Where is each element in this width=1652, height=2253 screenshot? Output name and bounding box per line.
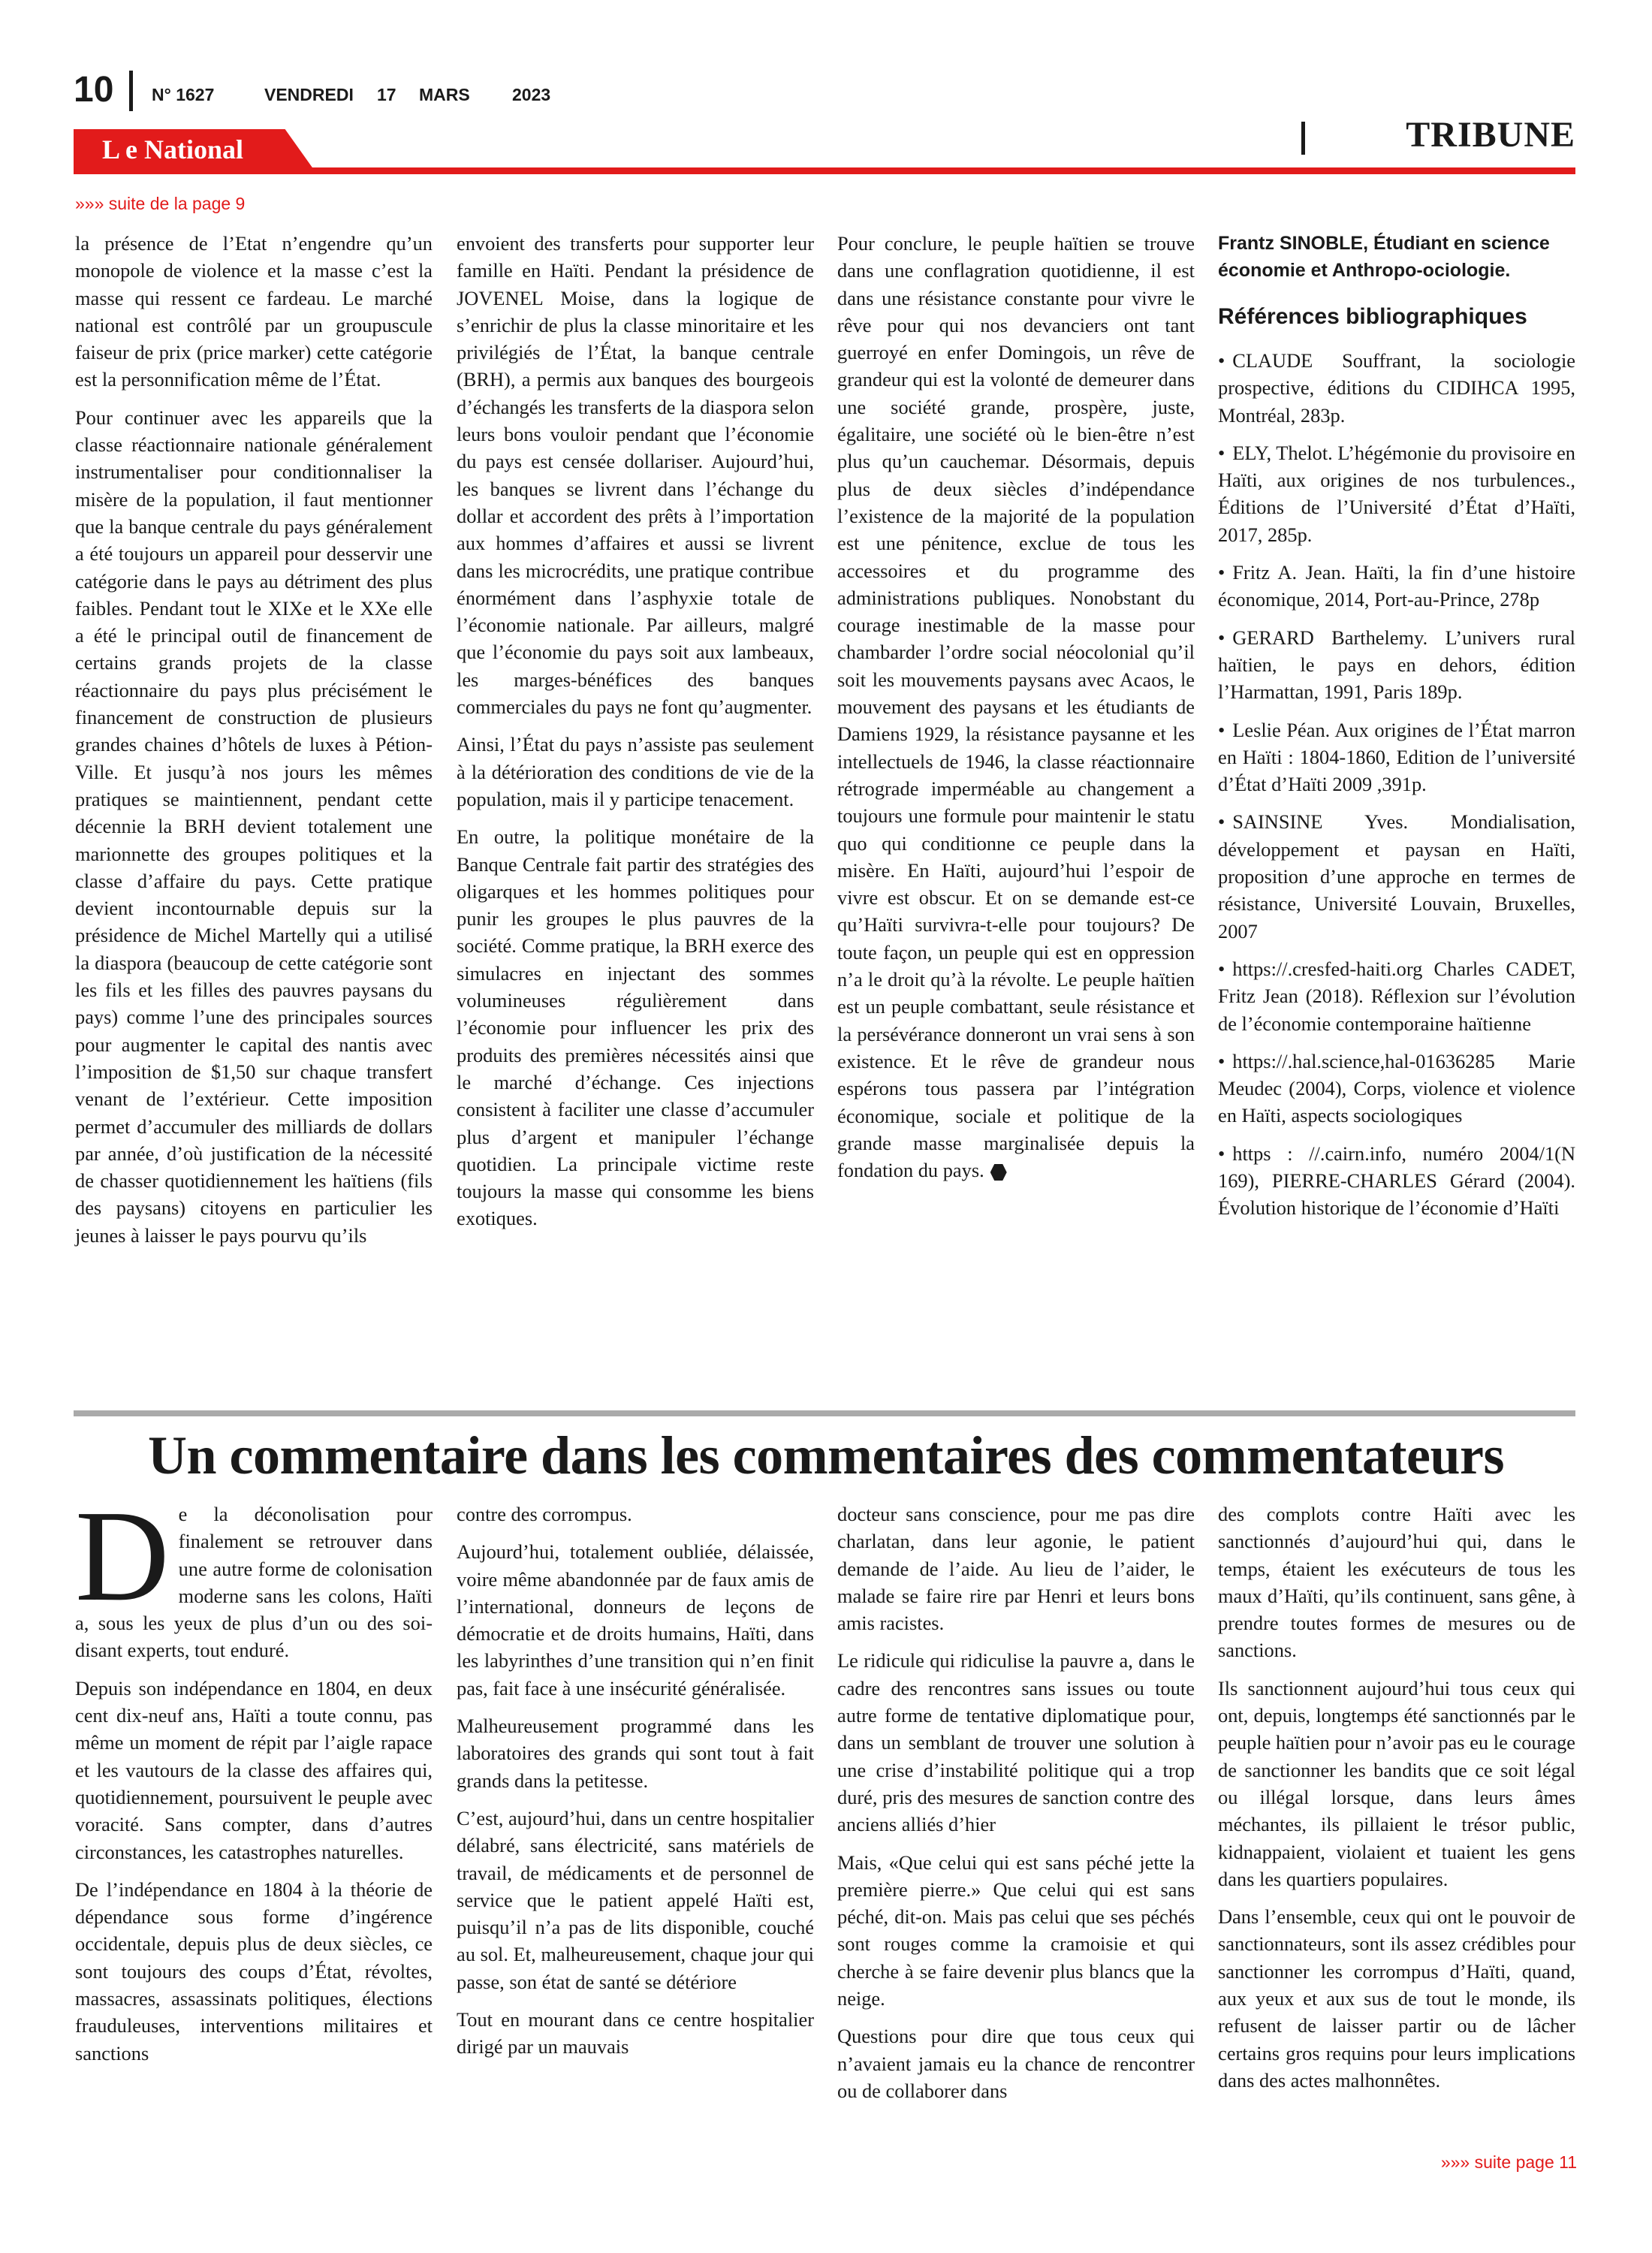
references-title: Références bibliographiques xyxy=(1218,304,1527,329)
paragraph: Aujourd’hui, totalement oubliée, délaissée, voire même abandonnée par de faux amis de l’international, donneurs de leçons de démocratie et de droits humains, Haïti, dans les labyrinthes d’une transition qui n’en finit pas, fait face à une insécurité généralisée. xyxy=(457,1540,814,1700)
paragraph: la présence de l’Etat n’engendre qu’un monopole de violence et la masse c’est la masse qui ressent ce fardeau. Le marché national est contrôlé par un groupuscule faiseur de prix (price marker) cette catégorie est la personnification même de l’État. xyxy=(75,232,433,391)
issue-date-day: 17 xyxy=(377,85,396,104)
reference-item xyxy=(1218,624,1575,706)
paragraph: Dans l’ensemble, ceux qui ont le pouvoir de sanctionnateurs, sont ils assez crédibles pour sanctionner les corrompus d’Haïti, quand, aux yeux et aux sus de tout le monde, ils refusent de laisser partir ou de lâcher certains gros requins pour leurs implications dans des actes malhonnêtes. xyxy=(1218,1905,1575,2092)
author-byline: Frantz SINOBLE, Étudiant en science économie et Anthropo-ociologie. xyxy=(1218,233,1550,281)
reference-text: ELY, Thelot. L’hégémonie du provisoire en Haïti, aux origines de nos turbulences., Éditions de l’Université d’État d’Haïti, 2017, 285p. xyxy=(1218,441,1575,546)
continued-to-link[interactable]: »»» suite page 11 xyxy=(1440,2152,1577,2172)
reference-text: GERARD Barthelemy. L’univers rural haïtien, le pays en dehors, édition l’Harmattan, 1991, Paris 189p. xyxy=(1218,626,1575,704)
paragraph: Pour continuer avec les appareils que la classe réactionnaire nationale généralement instrumentaliser pour conditionnaliser la misère de la population, il faut mentionner que la banque centrale du pays généralement a été toujours un appareil pour desservir une catégorie dans le pays au détriment des plus faibles. Pendant tout le XIXe et le XXe elle a été le principal outil de financement de certains grands projets de la classe réactionnaire du pays plus précisément le financement de construction de plusieurs grandes chaines d’hôtels de luxes à Pétion-Ville. Et jusqu’à nos jours les mêmes pratiques se maintiennent, pendant cette décennie la BRH devient totalement une marionnette des groupes politiques et la classe d’affaire du pays. Cette pratique devient incontournable depuis sur la présidence de Michel Martelly qui a utilisé la diaspora (beaucoup de cette catégorie sont les fils et les filles des pauvres paysans du pays) comme l’une des principales sources pour augmenter le capital des nantis avec l’imposition de $1,50 sur chaque transfert venant de l’extérieur. Cette imposition permet d’accumuler des milliards de dollars par année, d’où justification de la nécessité de chasser quotidiennement les haïtiens (fils des paysans) citoyens en particulier les jeunes à laisser le pays pourvu qu’ils xyxy=(75,406,433,1247)
paragraph: Ils sanctionnent aujourd’hui tous ceux qui ont, depuis, longtemps été sanctionnés par le peuple haïtien pour n’avoir pas eu le courage de sanctionner les bandits que ce soit légal ou illégal lorsque, dans leurs âmes méchantes, ils pillaient le trésor public, kidnappaient, violaient et tuaient les gens dans les quartiers populaires. xyxy=(1218,1676,1575,1890)
paragraph: En outre, la politique monétaire de la Banque Centrale fait partir des stratégies des oligarques et les hommes politiques pour punir les groupes le plus pauvres de la société. Comme pratique, la BRH exerce des simulacres en injectant des sommes volumineuses régulièrement dans l’économie pour influencer les prix des produits des premières nécessités ainsi que le marché d’échange. Ces injections consistent à faciliter une classe d’accumuler plus d’argent et manipuler l’échange quotidien. La principale victime reste toujours la masse qui consomme les biens exotiques. xyxy=(457,825,814,1230)
bullet-icon: • xyxy=(1218,1142,1225,1165)
bullet-icon: • xyxy=(1218,626,1225,649)
issue-number: N° 1627 xyxy=(152,85,215,104)
drop-cap: D xyxy=(75,1483,170,1628)
reference-text: SAINSINE Yves. Mondialisation, développement et paysan en Haïti, proposition d’une approche en termes de résistance, Université Louvain, Bruxelles, 2007 xyxy=(1218,810,1575,943)
article-headline: Un commentaire dans les commentaires des commentateurs xyxy=(147,1425,1504,1485)
reference-text: CLAUDE Souffrant, la sociologie prospective, éditions du CIDIHCA 1995, Montréal, 283p. xyxy=(1218,349,1575,427)
header-rule xyxy=(74,167,1575,174)
paragraph: envoient des transferts pour supporter leur famille en Haïti. Pendant la présidence de JOVENEL Moise, dans la logique de s’enrichir de plus la classe minoritaire et les privilégiés de l’État, la banque centrale (BRH), a permis aux banques des bourgeois d’échangés les transferts de la diaspora selon leurs bons vouloir pendant que l’économie du pays est censée dollariser. Aujourd’hui, les banques se livrent dans l’échange du dollar et accordent des prêts à l’importation aux hommes d’affaires et aussi se livrent dans les microcrédits, une pratique contribue énormément dans l’asphyxie totale de l’économie nationale. Par ailleurs, malgré que l’économie du pays soit aux lambeaux, les marges-bénéfices des banques commerciales du pays ne font qu’augmenter. xyxy=(457,232,814,719)
reference-item xyxy=(1218,559,1575,614)
paragraph: Ainsi, l’État du pays n’assiste pas seulement à la détérioration des conditions de vie de la population, mais il y participe tenacement. xyxy=(457,733,814,810)
reference-item xyxy=(1218,716,1575,798)
reference-text: https : //.cairn.info, numéro 2004/1(N 169), PIERRE-CHARLES Gérard (2004). Évolution historique de l’économie d’Haïti xyxy=(1218,1142,1575,1220)
continued-from-link[interactable]: »»» suite de la page 9 xyxy=(75,194,246,213)
end-of-article-icon xyxy=(990,1164,1007,1181)
article-separator xyxy=(74,1410,1575,1416)
bottom-article-column-2 xyxy=(457,1500,814,2071)
paragraph: Depuis son indépendance en 1804, en deux cent dix-neuf ans, Haïti a toute connu, pas même un moment de répit par l’aigle rapace et les vautours de la classe des affaires qui, quotidiennement, poursuivent le peuple avec voracité. Sans compter, dans d’autres circonstances, les catastrophes naturelles. xyxy=(75,1676,433,1863)
reference-text: https://.cresfed-haiti.org Charles CADET, Fritz Jean (2018). Réflexion sur l’évolution de l’économie contemporaine haïtienne xyxy=(1218,957,1575,1035)
paragraph xyxy=(837,230,1195,1184)
bullet-icon: • xyxy=(1218,561,1225,584)
reference-text: https://.hal.science,hal-01636285 Marie Meudec (2004), Corps, violence et violence en Haïti, aspects sociologiques xyxy=(1218,1049,1575,1127)
paragraph: Malheureusement programmé dans les laboratoires des grands qui sont tout à fait grands dans la petitesse. xyxy=(457,1715,814,1792)
paragraph: Tout en mourant dans ce centre hospitalier dirigé par un mauvais xyxy=(457,2008,814,2058)
top-article-column-1 xyxy=(75,230,433,1259)
top-article-column-4 xyxy=(1218,230,1575,1232)
reference-item xyxy=(1218,1140,1575,1222)
paragraph: C’est, aujourd’hui, dans un centre hospitalier délabré, sans électricité, sans matériels de travail, de médicaments et de personnel de service que le patient appelé Haïti est, puisqu’il n’a pas de lits disponible, couché au sol. Et, malheureusement, chaque jour qui passe, son état de santé se détériore xyxy=(457,1806,814,1993)
paragraph-text: Pour conclure, le peuple haïtien se trouve dans une conflagration quotidienne, il est dans une résistance constante pour vivre le rêve pour qui nos devanciers ont tant guerroyé en enfer Domingois, un rêve de grandeur qui est la volonté de demeurer dans une société grande, prospère, juste, égalitaire, une société où le bien-être n’est plus qu’un cauchemar. Désormais, depuis plus de deux siècles d’indépendance l’existence de la majorité de la population est une pénitence, exclue de tous les accessoires et du programme des administrations publiques. Nonobstant du courage inestimable de la masse pour chambarder l’ordre social néocolonial qu’il soit les mouvements paysans avec Acaos, le mouvement des paysans et les étudiants de Damiens 1929, la résistance paysanne et les intellectuels de 1946, la classe réactionnaire rétrograde imperméable au changement a toujours une formule pour maintenir le statu quo qui conditionne ce peuple dans la misère. En Haïti, aujourd’hui l’espoir de vivre est obscur. Et on se demande est-ce qu’Haïti survivra-t-elle pour toujours? De toute façon, un peuple qui est en oppression n’a le droit qu’à la révolte. Le peuple haïtien est un peuple combattant, seule résistance et la persévérance donneront un vrai sens à son existence. Et le rêve de grandeur nous espérons tous passera par l’intégration économique, sociale et politique de la grande masse marginalisée depuis la fondation du pays. xyxy=(837,232,1195,1182)
page-number: 10 xyxy=(74,70,114,110)
bullet-icon: • xyxy=(1218,349,1225,372)
top-article-column-2 xyxy=(457,230,814,1243)
section-title: TRIBUNE xyxy=(1406,115,1575,155)
reference-item xyxy=(1218,347,1575,429)
reference-text: Leslie Péan. Aux origines de l’État marron en Haïti : 1804-1860, Edition de l’université d’État d’Haïti 2009 ,391p. xyxy=(1218,718,1575,796)
reference-text: Fritz A. Jean. Haïti, la fin d’une histoire économique, 2014, Port-au-Prince, 278p xyxy=(1218,561,1575,611)
paragraph: Mais, «Que celui qui est sans péché jette la première pierre.» Que celui qui est sans péché, dit-on. Mais pas celui que ses péchés sont rouges comme la cramoisie et qui cherche à se faire devenir plus blancs que la neige. xyxy=(837,1850,1195,2010)
reference-item xyxy=(1218,808,1575,944)
bottom-article-column-3 xyxy=(837,1500,1195,2115)
paragraph-text: e la déconolisation pour finalement se retrouver dans une autre forme de colonisation moderne sans les colons, Haïti a, sous les yeux de plus d’un ou des soi-disant experts, tout enduré. xyxy=(75,1503,433,1662)
bottom-article-column-1 xyxy=(75,1483,433,2077)
paragraph: Le ridicule qui ridiculise la pauvre a, dans le cadre des rencontres sans issues ou toute autre forme de tentative diplomatique pour, dans un semblant de trouver une solution à une crise d’instabilité politique qui a trop duré, pris des mesures de sanction contre des anciens alliés d’hier xyxy=(837,1649,1195,1836)
paragraph: docteur sans conscience, pour me pas dire charlatan, dans leur agonie, le patient demande de l’aide. Au lieu de l’aider, le malade se faire rire par Henri et leurs bons amis racistes. xyxy=(837,1503,1195,1635)
paragraph: des complots contre Haïti avec les sanctionnés d’aujourd’hui qui, dans le temps, étaient les exécuteurs de tous les maux d’Haïti, qu’ils continuent, sans gêne, à prendre toutes formes de mesures ou de sanctions. xyxy=(1218,1503,1575,1662)
issue-month: MARS xyxy=(419,85,470,104)
paragraph: contre des corrompus. xyxy=(457,1503,632,1525)
bullet-icon: • xyxy=(1218,957,1225,980)
bottom-article-column-4 xyxy=(1218,1500,1575,2104)
bullet-icon: • xyxy=(1218,441,1225,464)
reference-item xyxy=(1218,955,1575,1037)
bullet-icon: • xyxy=(1218,1049,1225,1072)
reference-item xyxy=(1218,439,1575,548)
paragraph: Questions pour dire que tous ceux qui n’avaient jamais eu la chance de rencontrer ou de collaborer dans xyxy=(837,2025,1195,2102)
paragraph xyxy=(75,1483,433,1664)
bullet-icon: • xyxy=(1218,810,1225,834)
top-article-column-3 xyxy=(837,230,1195,1194)
section-divider xyxy=(1301,122,1305,155)
paragraph: De l’indépendance en 1804 à la théorie de dépendance sous forme d’ingérence occidentale, depuis plus de deux siècles, ce sont toujours des coups d’État, révoltes, massacres, assassinats politiques, élections frauduleuses, interventions militaires et sanctions xyxy=(75,1878,433,2064)
newspaper-logo: L e National xyxy=(102,134,244,164)
reference-item xyxy=(1218,1048,1575,1130)
issue-day: VENDREDI xyxy=(264,85,354,104)
header-divider xyxy=(129,71,133,111)
bullet-icon: • xyxy=(1218,718,1225,741)
issue-year: 2023 xyxy=(512,85,551,104)
